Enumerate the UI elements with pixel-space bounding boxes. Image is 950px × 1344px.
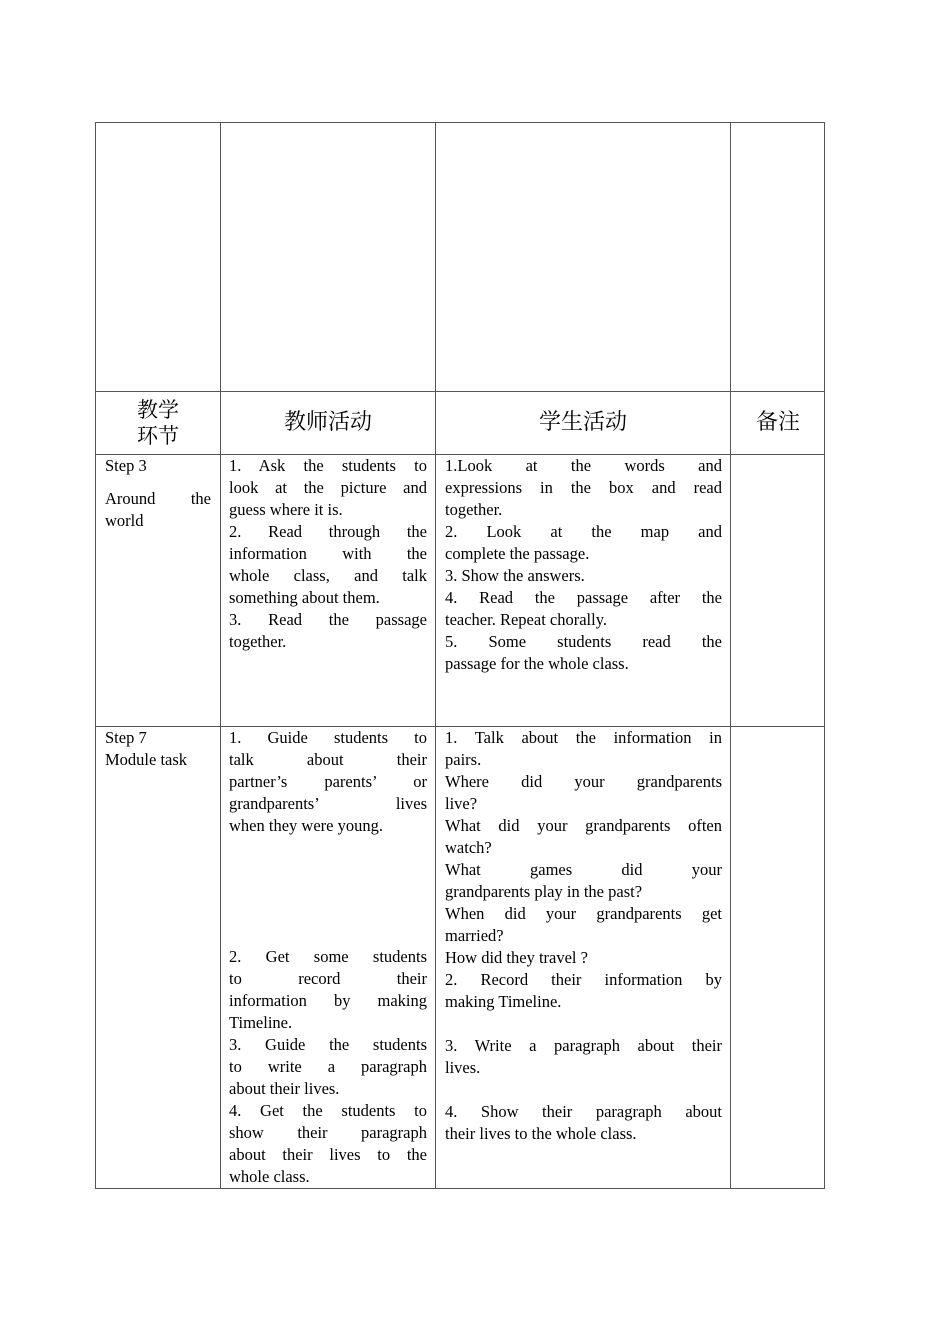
text-line: talk about their [229,750,427,769]
text-line: lives. [445,1058,481,1077]
step-title-word: the [190,489,211,508]
text-line: 2. Record their information by [445,970,722,989]
text-line: information with the [229,544,427,563]
text-line: about their lives to the [229,1145,427,1164]
lesson-plan-table [95,122,825,1189]
text-line: partner’s parents’ or [229,772,427,791]
text-line: guess where it is. [229,500,343,519]
text-line: expressions in the box and read [445,478,722,497]
header-teacher: 教师活动 [283,410,372,435]
text-line: whole class. [229,1167,310,1186]
text-line: pairs. [445,750,482,769]
text-line: together. [229,632,287,651]
text-line: 3. Read the passage [229,610,427,629]
text-line: 4. Get the students to [229,1101,427,1120]
text-line: look at the picture and [229,478,427,497]
step-3-cell [105,455,211,532]
text-line: married? [445,926,504,945]
text-line: show their paragraph [229,1123,427,1142]
column-divider [435,123,436,1188]
header-stage [96,392,220,454]
text-line: information by making [229,991,427,1010]
text-line: passage for the whole class. [445,654,629,673]
text-line: about their lives. [229,1079,340,1098]
text-line: What games did your [445,860,722,879]
text-line: 4. Show their paragraph about [445,1102,722,1121]
text-line: 2. Get some students [229,947,427,966]
text-line: 2. Read through the [229,522,427,541]
text-line: making Timeline. [445,992,562,1011]
column-divider [220,123,221,1188]
text-line: to write a paragraph [229,1057,427,1076]
text-line: Timeline. [229,1013,293,1032]
text-line: grandparents’ lives [229,794,427,813]
text-line: 3. Write a paragraph about their [445,1036,722,1055]
header-student: 学生活动 [538,410,627,435]
text-line: together. [445,500,503,519]
step-7-cell [105,727,211,771]
text-line: What did your grandparents often [445,816,722,835]
header-notes: 备注 [755,410,800,435]
teacher-activity-step3 [229,455,427,653]
text-line: 5. Some students read the [445,632,722,651]
text-line: their lives to the whole class. [445,1124,637,1143]
text-line: 4. Read the passage after the [445,588,722,607]
text-line: to record their [229,969,427,988]
text-line: complete the passage. [445,544,590,563]
step-label: Step 7 [105,728,147,747]
text-line: 1. Ask the students to [229,456,427,475]
text-line: whole class, and talk [229,566,427,585]
text-line: something about them. [229,588,380,607]
header-stage-line1: 教学 [137,398,179,422]
step-title-word: Around [105,489,156,508]
text-line: teacher. Repeat chorally. [445,610,608,629]
step-title-word: world [105,511,144,530]
step-title: Module task [105,750,188,769]
text-line: 1. Talk about the information in [445,728,722,747]
text-line: 1.Look at the words and [445,456,722,475]
text-line: How did they travel ? [445,948,588,967]
text-line: 2. Look at the map and [445,522,722,541]
header-stage-line2: 环节 [137,424,179,448]
text-line: 3. Guide the students [229,1035,427,1054]
text-line: live? [445,794,478,813]
text-line: 1. Guide students to [229,728,427,747]
text-line: Where did your grandparents [445,772,722,791]
step-label: Step 3 [105,456,147,475]
student-activity-step7 [445,727,722,1145]
text-line: 3. Show the answers. [445,566,585,585]
text-line: When did your grandparents get [445,904,722,923]
student-activity-step3 [445,455,722,675]
text-line: grandparents play in the past? [445,882,643,901]
step-title [105,488,211,510]
teacher-activity-step7 [229,727,427,1188]
text-line: when they were young. [229,816,383,835]
text-line: watch? [445,838,492,857]
column-divider [730,123,731,1188]
